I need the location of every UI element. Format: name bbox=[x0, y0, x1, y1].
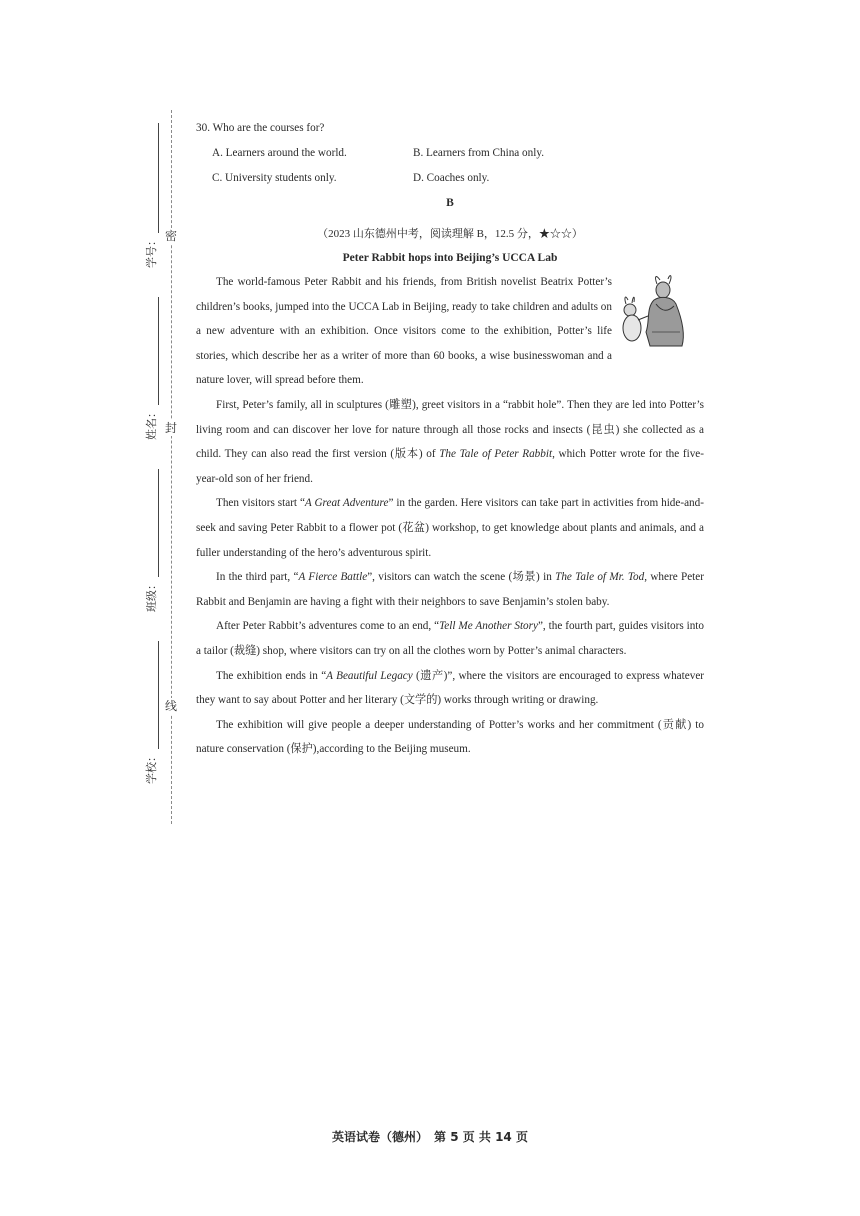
paragraph-4-mid: ”, visitors can watch the scene (场景) in bbox=[367, 571, 556, 584]
illustration-spacer bbox=[612, 270, 704, 344]
paragraph-3-lead: Then visitors start “ bbox=[216, 497, 305, 510]
part-beautiful-legacy: A Beautiful Legacy bbox=[326, 669, 413, 682]
paragraph-3-text: ” in the garden. Here visitors can take part in activities from hide-and-seek and saving Peter Rabbit to a flower pot (花盆) workshop, to get knowledge about plants and animals, and a fuller understanding of the hero’s adventurous spirit. bbox=[196, 497, 704, 559]
book-title-peter-rabbit: The Tale of Peter Rabbit bbox=[439, 448, 553, 461]
paragraph-2 bbox=[196, 393, 704, 491]
paragraph-7 bbox=[196, 713, 704, 762]
paragraph-6-lead: The exhibition ends in “ bbox=[216, 669, 327, 682]
book-title-mr-tod: The Tale of Mr. Tod bbox=[555, 571, 645, 584]
paragraph-6-text: (遗产)”, where the visitors are encouraged to express whatever they want to say about Potter and her literary (文学的) works through writing or drawing. bbox=[196, 669, 705, 707]
source-note: （2023 山东德州中考，阅读理解 B，12.5 分，★☆☆） bbox=[317, 228, 583, 240]
student-id-label: 学号： bbox=[145, 235, 158, 268]
option-d: D. Coaches only. bbox=[413, 172, 490, 184]
paragraph-5-text: ”, the fourth part, guides visitors into a tailor (裁缝) shop, where visitors can try on all the clothes worn by Potter’s animal characters. bbox=[196, 620, 704, 657]
paragraph-3 bbox=[196, 491, 704, 565]
paragraph-4-lead: In the third part, “ bbox=[216, 571, 299, 584]
school-blank bbox=[146, 641, 159, 749]
section-letter: B bbox=[446, 197, 454, 209]
part-great-adventure: A Great Adventure bbox=[304, 497, 389, 510]
paragraph-5 bbox=[196, 614, 704, 663]
part-tell-me-another-story: Tell Me Another Story bbox=[439, 620, 538, 633]
paragraph-6 bbox=[196, 664, 704, 713]
option-c: C. University students only. bbox=[212, 172, 337, 184]
paragraph-7-text: The exhibition will give people a deeper understanding of Potter’s works and her commitment (贡献) to nature conservation (保护),according to the Beijing museum. bbox=[196, 718, 704, 756]
option-b: B. Learners from China only. bbox=[413, 147, 545, 159]
paragraph-2-text: First, Peter’s family, all in sculptures (雕塑), greet visitors in a “rabbit hole”. Then they are led into Potter’s living room and can discover her love for nature through all those rocks and insects (昆虫) she collected as a child. They can also read the first version (版本) of bbox=[196, 398, 704, 461]
seal-char-xian: 线 bbox=[164, 699, 177, 713]
part-fierce-battle: A Fierce Battle bbox=[298, 571, 368, 584]
seal-char-feng: 封 bbox=[164, 421, 177, 435]
page-footer: 英语试卷（德州） 第 5 页 共 14 页 bbox=[332, 1130, 528, 1144]
paragraph-5-lead: After Peter Rabbit’s adventures come to an end, “ bbox=[216, 620, 440, 633]
name-label: 姓名： bbox=[145, 407, 158, 440]
paragraph-1-text: The world-famous Peter Rabbit and his friends, from British novelist Beatrix Potter’s children’s books, jumped into the UCCA Lab in Beijing, ready to take children and adults on a new adventure with an exhibition. Once visitors come to the exhibition, Potter’s life stories, which describe her as a writer of more than 60 books, a wise businesswoman and a nature lover, will spread before them. bbox=[196, 276, 612, 387]
passage-title: Peter Rabbit hops into Beijing’s UCCA Lab bbox=[342, 252, 558, 264]
student-id-blank bbox=[146, 123, 159, 233]
binding-dashed-line bbox=[171, 110, 172, 824]
passage-body bbox=[196, 270, 704, 762]
name-blank bbox=[146, 297, 159, 405]
school-label: 学校： bbox=[145, 751, 158, 784]
paragraph-1 bbox=[196, 270, 704, 393]
seal-char-mi: 密 bbox=[164, 229, 177, 243]
class-label: 班级： bbox=[145, 579, 158, 612]
option-a: A. Learners around the world. bbox=[212, 147, 347, 159]
paragraph-4-tail: , where Peter Rabbit and Benjamin are having a fight with their neighbors to save Benjamin’s stolen baby. bbox=[196, 571, 704, 608]
paragraph-2-tail: , which Potter wrote for the five-year-old son of her friend. bbox=[196, 448, 704, 485]
question-30-stem: 30. Who are the courses for? bbox=[196, 122, 325, 134]
class-blank bbox=[146, 469, 159, 577]
paragraph-4 bbox=[196, 565, 704, 614]
